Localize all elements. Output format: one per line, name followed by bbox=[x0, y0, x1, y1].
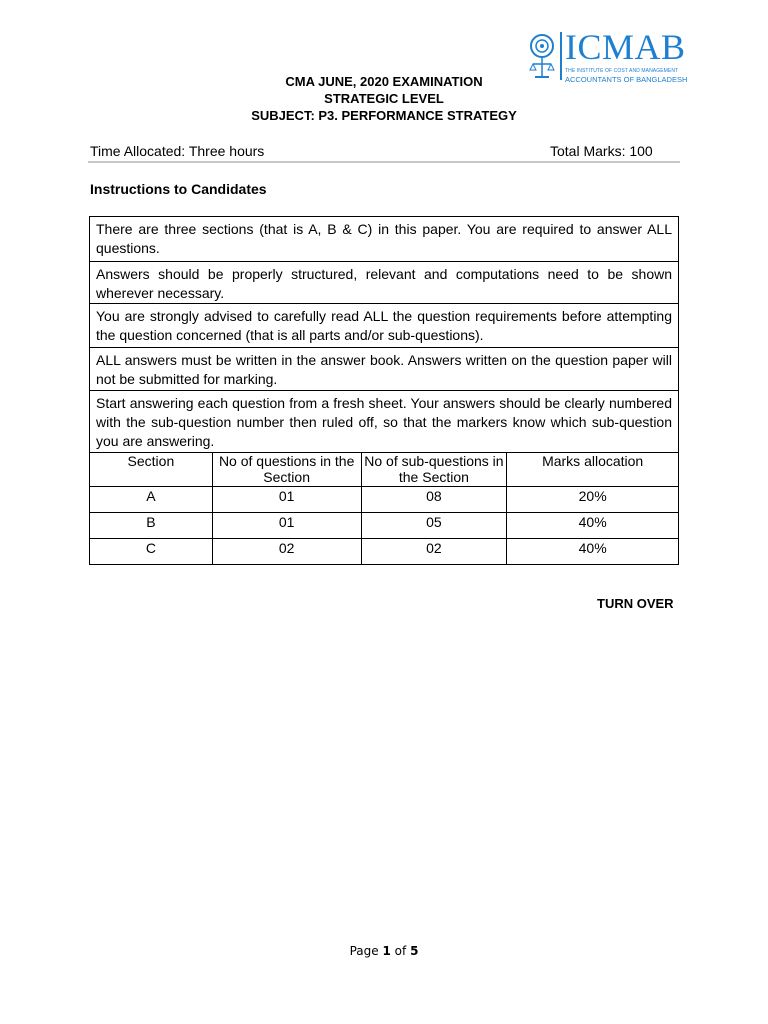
cell-section: C bbox=[90, 539, 213, 565]
turn-over-label: TURN OVER bbox=[597, 596, 674, 611]
cell-questions: 01 bbox=[212, 513, 361, 539]
cell-marks: 40% bbox=[507, 513, 679, 539]
page-number: 1 bbox=[382, 944, 391, 958]
instruction-item: ALL answers must be written in the answer book. Answers written on the question paper will not be submitted for marking. bbox=[89, 347, 679, 391]
cell-marks: 20% bbox=[507, 487, 679, 513]
cell-section: A bbox=[90, 487, 213, 513]
table-row bbox=[90, 513, 679, 539]
cell-sub-questions: 02 bbox=[361, 539, 507, 565]
table-header-row bbox=[90, 453, 679, 487]
instruction-item: There are three sections (that is A, B & C) in this paper. You are required to answer ALL questions. bbox=[89, 216, 679, 262]
header-marks: Marks allocation bbox=[507, 453, 679, 487]
exam-title: CMA JUNE, 2020 EXAMINATION bbox=[285, 74, 483, 89]
exam-subject: SUBJECT: P3. PERFORMANCE STRATEGY bbox=[251, 108, 517, 123]
header-sub-questions: No of sub-questions in the Section bbox=[361, 453, 507, 487]
exam-level: STRATEGIC LEVEL bbox=[324, 91, 444, 106]
cell-marks: 40% bbox=[507, 539, 679, 565]
instruction-item: Answers should be properly structured, relevant and computations need to be shown wherever necessary. bbox=[89, 261, 679, 304]
table-row bbox=[90, 539, 679, 565]
of-label: of bbox=[394, 944, 407, 958]
logo-divider bbox=[560, 32, 562, 80]
cell-sub-questions: 08 bbox=[361, 487, 507, 513]
cell-section: B bbox=[90, 513, 213, 539]
cell-sub-questions: 05 bbox=[361, 513, 507, 539]
logo-subtitle-2: ACCOUNTANTS OF BANGLADESH bbox=[565, 75, 688, 84]
logo-subtitle-1: THE INSTITUTE OF COST AND MANAGEMENT bbox=[565, 68, 679, 74]
total-marks: Total Marks: 100 bbox=[550, 143, 653, 159]
logo-wordmark: ICMAB bbox=[565, 27, 686, 67]
header-section: Section bbox=[90, 453, 213, 487]
instruction-item: You are strongly advised to carefully read ALL the question requirements before attempting the question concerned (that is all parts and/or sub-questions). bbox=[89, 303, 679, 348]
cell-questions: 02 bbox=[212, 539, 361, 565]
cell-questions: 01 bbox=[212, 487, 361, 513]
instructions-title: Instructions to Candidates bbox=[90, 181, 267, 197]
header-questions: No of questions in the Section bbox=[212, 453, 361, 487]
table-row bbox=[90, 487, 679, 513]
sections-table bbox=[89, 452, 679, 565]
page-footer bbox=[0, 944, 768, 958]
page-total: 5 bbox=[410, 944, 419, 958]
instruction-item: Start answering each question from a fresh sheet. Your answers should be clearly numbered with the sub-question number then ruled off, so that the markers know which sub-question you are answering. bbox=[89, 390, 679, 453]
page-label: Page bbox=[349, 944, 379, 958]
time-allocated: Time Allocated: Three hours bbox=[90, 143, 265, 159]
header-divider bbox=[88, 161, 680, 163]
